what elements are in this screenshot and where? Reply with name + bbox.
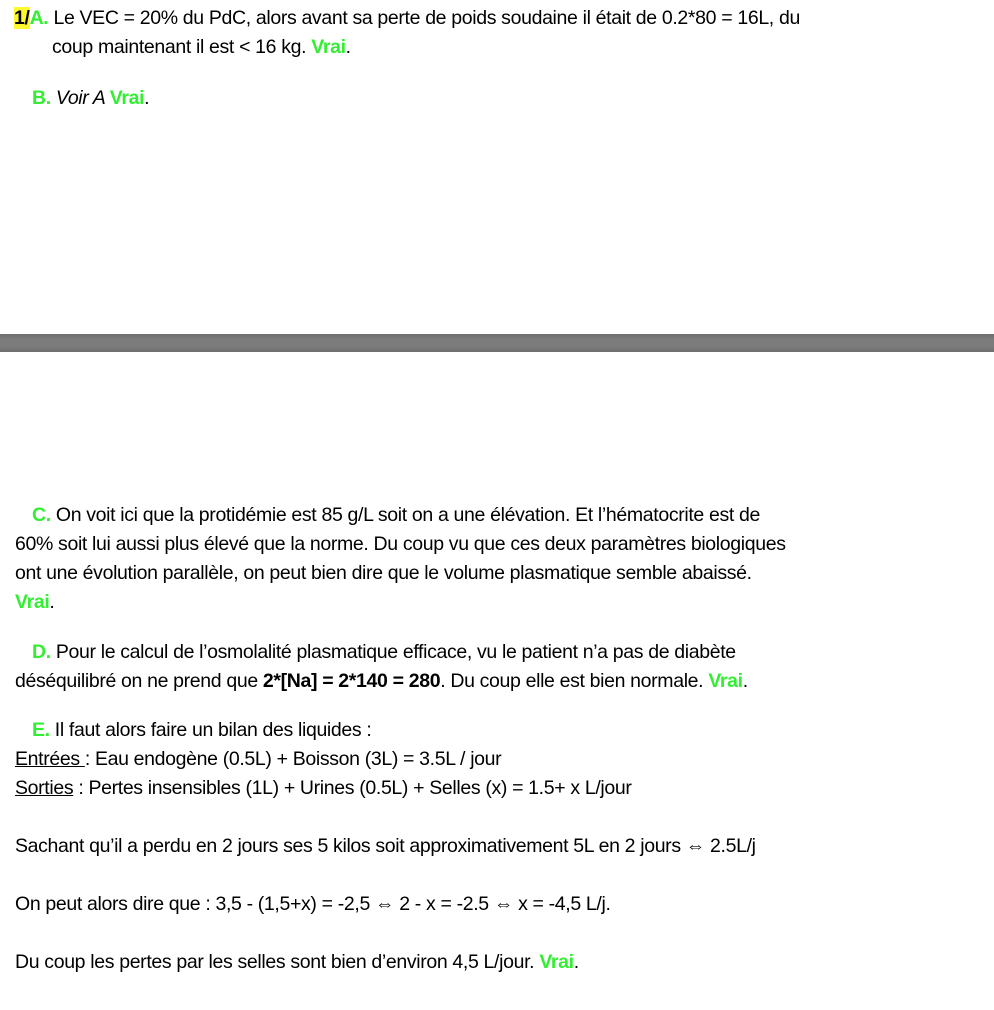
item-e-entrees (15, 745, 501, 774)
item-c-line-2 (15, 530, 786, 559)
item-a-line-1 (14, 4, 800, 33)
item-d-line-1 (32, 638, 736, 667)
item-c-text-2: 60% soit lui aussi plus élevé que la norme. Du coup vu que ces deux paramètres biologiques (15, 533, 786, 555)
item-b-text: Voir A (50, 87, 110, 109)
item-c-line-1 (32, 501, 760, 530)
item-a-text-2: coup maintenant il est < 16 kg. (52, 36, 312, 58)
conclusion-text: Du coup les pertes par les selles sont bien d’environ 4,5 L/jour. (15, 951, 540, 973)
item-b-line (32, 84, 149, 113)
item-d-label: D. (32, 641, 51, 663)
item-d-period: . (742, 670, 748, 692)
item-c-text-1: On voit ici que la protidémie est 85 g/L soit on a une élévation. Et l’hématocrite est de (50, 504, 761, 526)
item-d-formula: 2*[Na] = 2*140 = 280 (262, 670, 441, 692)
item-d-text-2-post: . Du coup elle est bien normale. (440, 670, 709, 692)
item-b-period: . (144, 87, 150, 109)
item-d-verdict: Vrai (708, 670, 743, 692)
item-e-verdict: Vrai (539, 951, 574, 973)
item-e-sachant (15, 832, 756, 861)
item-a-line-2 (52, 33, 351, 62)
item-e-intro: Il faut alors faire un bilan des liquides : (49, 719, 372, 741)
item-c-verdict: Vrai (15, 591, 50, 613)
item-d-line-2 (15, 667, 748, 696)
page-break-divider (0, 334, 994, 352)
item-c-line-3 (15, 559, 752, 588)
sorties-label: Sorties (15, 777, 74, 799)
item-e-equation (15, 890, 611, 919)
sachant-text: Sachant qu’il a perdu en 2 jours ses 5 kilos soit approximativement 5L en 2 jours ⇔ 2.5L/j (15, 835, 756, 857)
item-b-label: B. (32, 87, 51, 109)
item-c-text-3: ont une évolution parallèle, on peut bien dire que le volume plasmatique semble abaissé. (15, 562, 752, 584)
item-e-line-1 (32, 716, 371, 745)
item-d-text-2-pre: déséquilibré on ne prend que (15, 670, 263, 692)
item-a-text-1: Le VEC = 20% du PdC, alors avant sa perte de poids soudaine il était de 0.2*80 = 16L, du (48, 7, 800, 29)
sorties-text: : Pertes insensibles (1L) + Urines (0.5L) + Selles (x) = 1.5+ x L/jour (73, 777, 632, 799)
item-d-text-1: Pour le calcul de l’osmolalité plasmatique efficace, vu le patient n’a pas de diabète (50, 641, 736, 663)
entrees-label: Entrées (15, 748, 85, 770)
item-b-verdict: Vrai (109, 87, 145, 109)
equation-text: On peut alors dire que : 3,5 - (1,5+x) = -2,5 ⇔ 2 - x = -2.5 ⇔ x = -4,5 L/j. (15, 893, 611, 915)
item-a-label: A. (29, 7, 49, 29)
item-a-period: . (345, 36, 351, 58)
item-c-line-4 (15, 588, 54, 617)
question-number: 1/ (14, 7, 30, 29)
item-e-period: . (573, 951, 579, 973)
item-e-conclusion (15, 948, 579, 977)
entrees-text: : Eau endogène (0.5L) + Boisson (3L) = 3.5L / jour (84, 748, 502, 770)
item-c-label: C. (32, 504, 51, 526)
item-e-label: E. (32, 719, 50, 741)
item-e-sorties (15, 774, 632, 803)
item-c-period: . (49, 591, 55, 613)
item-a-verdict: Vrai (311, 36, 346, 58)
